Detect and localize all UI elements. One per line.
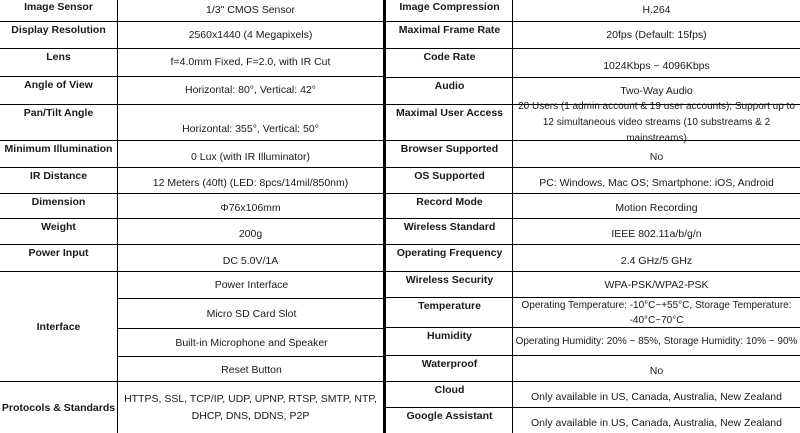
spec-value: Operating Temperature: -10°C~+55°C, Storage Temperature: -40°C~70°C bbox=[521, 299, 792, 326]
spec-row-code-rate bbox=[385, 48, 800, 77]
spec-label: Record Mode bbox=[416, 196, 483, 208]
spec-label: Angle of View bbox=[24, 79, 93, 91]
spec-row-ir-distance bbox=[0, 167, 385, 193]
spec-value: Operating Humidity: 20% ~ 85%, Storage Humidity: 10% ~ 90% bbox=[515, 335, 798, 347]
spec-label: Temperature bbox=[418, 300, 481, 312]
spec-value: WPA-PSK/WPA2-PSK bbox=[604, 278, 709, 291]
spec-value: 2560x1440 (4 Megapixels) bbox=[188, 28, 313, 41]
spec-value: HTTPS, SSL, TCP/IP, UDP, UPNP, RTSP, SMTP, NTP, DHCP, DNS, DDNS, P2P bbox=[124, 392, 377, 422]
spec-row-lens bbox=[0, 48, 385, 76]
spec-value: H.264 bbox=[642, 4, 671, 16]
spec-row-cloud bbox=[385, 381, 800, 407]
spec-row-dimension bbox=[0, 193, 385, 218]
spec-value: 200g bbox=[238, 228, 263, 240]
spec-label: Audio bbox=[434, 80, 465, 92]
spec-value: 1/3" CMOS Sensor bbox=[206, 3, 295, 16]
column-divider bbox=[117, 0, 118, 433]
spec-row-wireless-security bbox=[385, 271, 800, 297]
spec-subvalue: Power Interface bbox=[214, 279, 289, 291]
spec-value: Two-Way Audio bbox=[620, 85, 693, 97]
spec-row-operating-frequency bbox=[385, 244, 800, 271]
spec-subvalue: Reset Button bbox=[221, 363, 282, 376]
spec-value: PC: Windows, Mac OS; Smartphone: iOS, Android bbox=[539, 177, 774, 189]
spec-value: No bbox=[649, 365, 664, 377]
spec-value: 12 Meters (40ft) (LED: 8pcs/14mil/850nm) bbox=[152, 177, 349, 189]
spec-value: 20fps (Default: 15fps) bbox=[606, 29, 707, 41]
spec-label: IR Distance bbox=[29, 170, 88, 182]
spec-label: Dimension bbox=[31, 196, 86, 208]
spec-label: Waterproof bbox=[421, 358, 478, 370]
spec-row-os-supported bbox=[385, 167, 800, 193]
spec-label: Code Rate bbox=[423, 51, 476, 63]
spec-row-image-compression bbox=[385, 0, 800, 21]
spec-row-interface bbox=[0, 271, 385, 381]
spec-row-display-resolution bbox=[0, 21, 385, 48]
spec-label: Minimum Illumination bbox=[4, 143, 113, 155]
spec-row-waterproof bbox=[385, 355, 800, 381]
spec-value: No bbox=[649, 151, 664, 163]
spec-value: IEEE 802.11a/b/g/n bbox=[611, 228, 702, 240]
spec-row-weight bbox=[0, 218, 385, 244]
spec-row-power-input bbox=[0, 244, 385, 271]
spec-label: Maximal User Access bbox=[395, 107, 503, 119]
spec-label: Cloud bbox=[434, 384, 465, 396]
spec-value: Motion Recording bbox=[615, 202, 698, 214]
spec-value: 1024Kbps ~ 4096Kbps bbox=[603, 60, 710, 72]
spec-value: Horizontal: 80°, Vertical: 42° bbox=[185, 84, 316, 96]
spec-value: f=4.0mm Fixed, F=2.0, with IR Cut bbox=[170, 56, 331, 68]
spec-row-pan-tilt-angle bbox=[0, 104, 385, 140]
spec-row-maximal-frame-rate bbox=[385, 21, 800, 48]
spec-row-wireless-standard bbox=[385, 218, 800, 244]
spec-label: Wireless Security bbox=[405, 274, 494, 286]
spec-row-image-sensor bbox=[0, 0, 385, 21]
spec-row-temperature bbox=[385, 297, 800, 327]
spec-value: Horizontal: 355°, Vertical: 50° bbox=[182, 123, 319, 135]
left-spec-column bbox=[0, 0, 385, 433]
spec-label: Operating Frequency bbox=[396, 247, 503, 259]
spec-subvalue: Micro SD Card Slot bbox=[206, 307, 297, 320]
column-divider bbox=[512, 0, 513, 433]
spec-label: Display Resolution bbox=[11, 24, 106, 36]
spec-row-minimum-illumination bbox=[0, 140, 385, 167]
spec-label: Humidity bbox=[427, 330, 472, 342]
spec-value: 20 Users (1 admin account & 19 user accounts); Support up to 12 simultaneous video streams (10 substreams & 2 mainstreams) bbox=[518, 100, 795, 144]
right-spec-column bbox=[385, 0, 800, 433]
spec-label: Image Compression bbox=[399, 1, 500, 13]
spec-label: Pan/Tilt Angle bbox=[23, 107, 94, 119]
spec-row-angle-of-view bbox=[0, 76, 385, 104]
spec-value: Φ76x106mm bbox=[220, 202, 281, 214]
spec-value: 2.4 GHz/5 GHz bbox=[620, 255, 693, 267]
spec-row-browser-supported bbox=[385, 140, 800, 167]
spec-row-maximal-user-access bbox=[385, 100, 800, 144]
spec-label: Interface bbox=[36, 320, 81, 333]
spec-label: OS Supported bbox=[414, 170, 485, 182]
spec-value: DC 5.0V/1A bbox=[222, 255, 279, 267]
spec-label: Image Sensor bbox=[24, 1, 93, 13]
spec-label: Weight bbox=[41, 221, 76, 233]
spec-row-protocols-standards bbox=[0, 381, 385, 433]
spec-value: Only available in US, Canada, Australia, New Zealand bbox=[531, 417, 782, 429]
spec-label: Maximal Frame Rate bbox=[398, 24, 501, 36]
spec-row-google-assistant bbox=[385, 407, 800, 433]
spec-label: Google Assistant bbox=[406, 410, 493, 422]
spec-label: Browser Supported bbox=[400, 143, 499, 155]
spec-row-record-mode bbox=[385, 193, 800, 218]
spec-label: Protocols & Standards bbox=[1, 401, 116, 414]
spec-label: Power Input bbox=[28, 247, 89, 259]
spec-label: Wireless Standard bbox=[403, 221, 496, 233]
spec-value: Only available in US, Canada, Australia, New Zealand bbox=[531, 391, 782, 403]
spec-subvalue: Built-in Microphone and Speaker bbox=[175, 336, 328, 349]
spec-label: Lens bbox=[46, 51, 71, 63]
spec-value: 0 Lux (with IR Illuminator) bbox=[190, 151, 311, 163]
spec-row-humidity bbox=[385, 327, 800, 355]
